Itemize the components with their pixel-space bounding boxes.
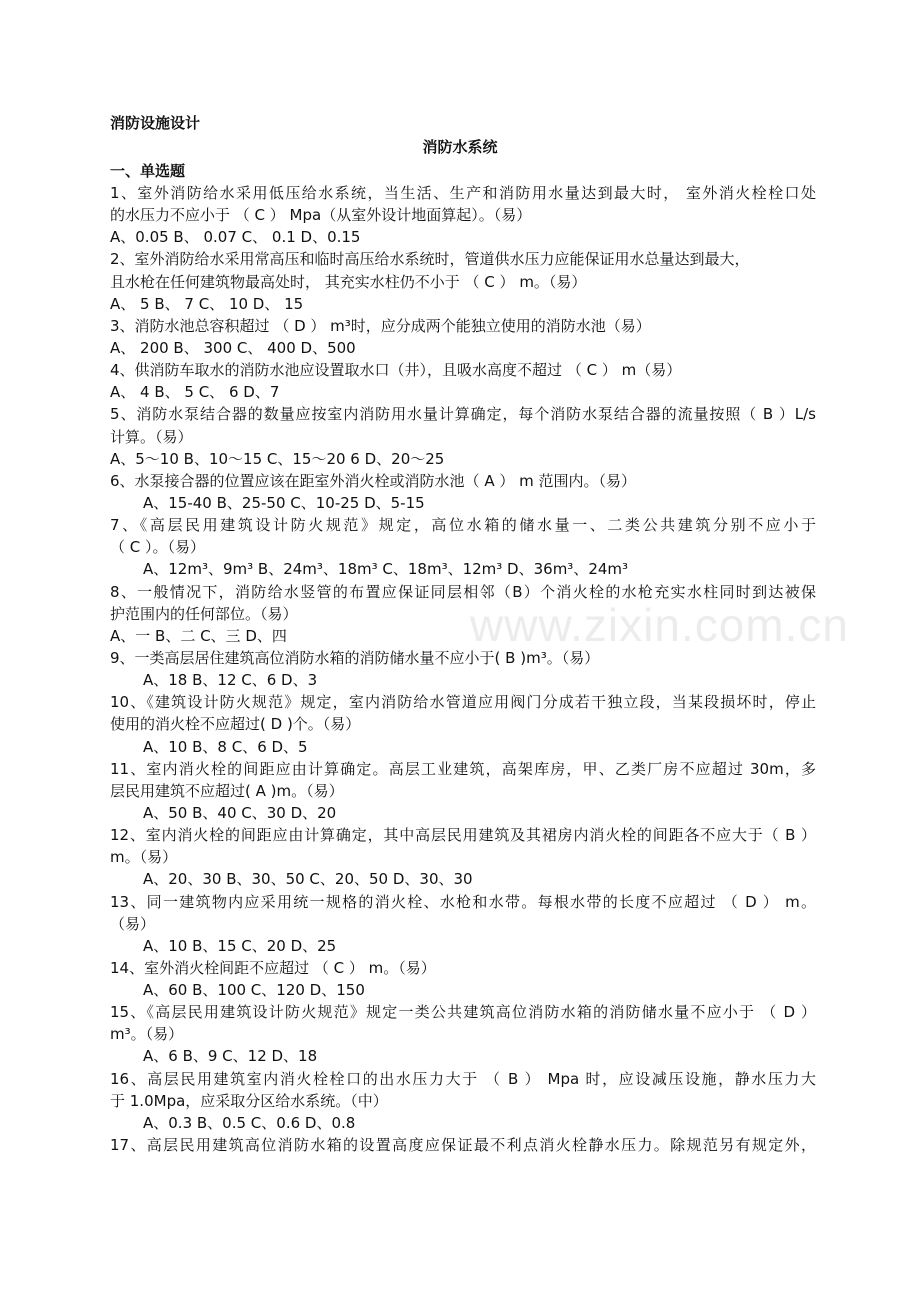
- text-line: A、15-40 B、25-50 C、10-25 D、5-15: [143, 493, 425, 512]
- text-line: 10、《建筑设计防火规范》规定，室内消防给水管道应用阀门分成若干独立段，当某段损坏时，停止: [110, 693, 816, 712]
- question-list: [110, 182, 816, 1156]
- section-title: 消防水系统: [422, 138, 498, 156]
- text-line: m。（易）: [110, 848, 178, 867]
- text-line: A、50 B、40 C、30 D、20: [143, 803, 337, 822]
- text-line: A、一 B、二 C、三 D、四: [110, 626, 287, 645]
- text-line: 于 1.0Mpa，应采取分区给水系统。（中）: [110, 1091, 388, 1110]
- text-line: 15、《高层民用建筑设计防火规范》规定一类公共建筑高位消防水箱的消防储水量不应小于 （ D ）: [110, 1003, 816, 1022]
- text-line: A、 4 B、 5 C、 6 D、7: [110, 383, 280, 402]
- text-line: A、6 B、9 C、12 D、18: [143, 1047, 318, 1066]
- subsection-title: 一、单选题: [110, 162, 186, 180]
- document-title: 消防设施设计: [110, 114, 201, 132]
- text-line: 1、室外消防给水采用低压给水系统，当生活、生产和消防用水量达到最大时， 室外消火栓栓口处: [110, 184, 816, 202]
- text-line: 使用的消火栓不应超过( D )个。（易）: [110, 715, 361, 734]
- text-line: A、10 B、15 C、20 D、25: [143, 936, 337, 955]
- watermark: www.zixin.com.cn: [470, 599, 849, 651]
- text-line: A、20、30 B、30、50 C、20、50 D、30、30: [143, 870, 473, 889]
- text-line: 8、一般情况下，消防给水竖管的布置应保证同层相邻（B）个消火栓的水枪充实水柱同时到达被保: [110, 582, 816, 601]
- text-line: （ C ）。（易）: [110, 538, 206, 557]
- text-line: 13、同一建筑物内应采用统一规格的消火栓、水枪和水带。每根水带的长度不应超过 （ D ） m。: [110, 892, 816, 911]
- text-line: 14、室外消火栓间距不应超过 （ C ） m。（易）: [110, 958, 436, 977]
- text-line: 11、室内消火栓的间距应由计算确定。高层工业建筑，高架库房，甲、乙类厂房不应超过 30m，多: [110, 759, 816, 778]
- text-line: m³。（易）: [110, 1025, 184, 1044]
- text-line: （易）: [110, 914, 156, 933]
- text-line: 且水枪在任何建筑物最高处时， 其充实水柱仍不小于 （ C ） m。（易）: [110, 272, 587, 291]
- text-line: A、0.3 B、0.5 C、0.6 D、0.8: [143, 1113, 356, 1132]
- text-line: A、 5 B、 7 C、 10 D、 15: [110, 294, 304, 313]
- text-line: A、60 B、100 C、120 D、150: [143, 981, 365, 1000]
- text-line: A、 200 B、 300 C、 400 D、500: [110, 338, 356, 357]
- text-line: 层民用建筑不应超过( A )m。（易）: [110, 781, 344, 800]
- text-line: 2、室外消防给水采用常高压和临时高压给水系统时，管道供水压力应能保证用水总量达到最大，: [110, 250, 750, 269]
- text-line: 16、高层民用建筑室内消火栓栓口的出水压力大于 （ B ） Mpa 时，应设减压设施，静水压力大: [110, 1069, 816, 1088]
- text-line: A、5～10 B、10～15 C、15～20 6 D、20～25: [110, 449, 445, 468]
- text-line: 17、高层民用建筑高位消防水箱的设置高度应保证最不利点消火栓静水压力。除规范另有规定外，: [110, 1136, 816, 1155]
- text-line: 护范围内的任何部位。（易）: [110, 604, 298, 623]
- text-line: 7、《高层民用建筑设计防火规范》规定，高位水箱的储水量一、二类公共建筑分别不应小于: [110, 516, 816, 535]
- text-line: A、0.05 B、 0.07 C、 0.1 D、0.15: [110, 228, 361, 247]
- text-line: 计算。（易）: [110, 427, 193, 446]
- text-line: A、18 B、12 C、6 D、3: [143, 671, 318, 690]
- text-line: 3、消防水池总容积超过 （ D ） m³时，应分成两个能独立使用的消防水池（易）: [110, 316, 651, 335]
- text-line: 12、室内消火栓的间距应由计算确定，其中高层民用建筑及其裙房内消火栓的间距各不应大于（ B ）: [110, 826, 816, 845]
- text-line: 9、一类高层居住建筑高位消防水箱的消防储水量不应小于( B )m³。（易）: [110, 648, 600, 667]
- text-line: A、12m³、9m³ B、24m³、18m³ C、18m³、12m³ D、36m³、24m³: [143, 560, 629, 579]
- text-line: 的水压力不应小于 （ C ） Mpa（从室外设计地面算起）。（易）: [110, 206, 532, 225]
- text-line: A、10 B、8 C、6 D、5: [143, 737, 308, 756]
- text-line: 6、水泵接合器的位置应该在距室外消火栓或消防水池（ A ） m 范围内。（易）: [110, 471, 636, 490]
- text-line: 4、供消防车取水的消防水池应设置取水口（井），且吸水高度不超过 （ C ） m（易）: [110, 361, 682, 380]
- text-line: 5、消防水泵结合器的数量应按室内消防用水量计算确定，每个消防水泵结合器的流量按照（ B ）L/s: [110, 405, 816, 424]
